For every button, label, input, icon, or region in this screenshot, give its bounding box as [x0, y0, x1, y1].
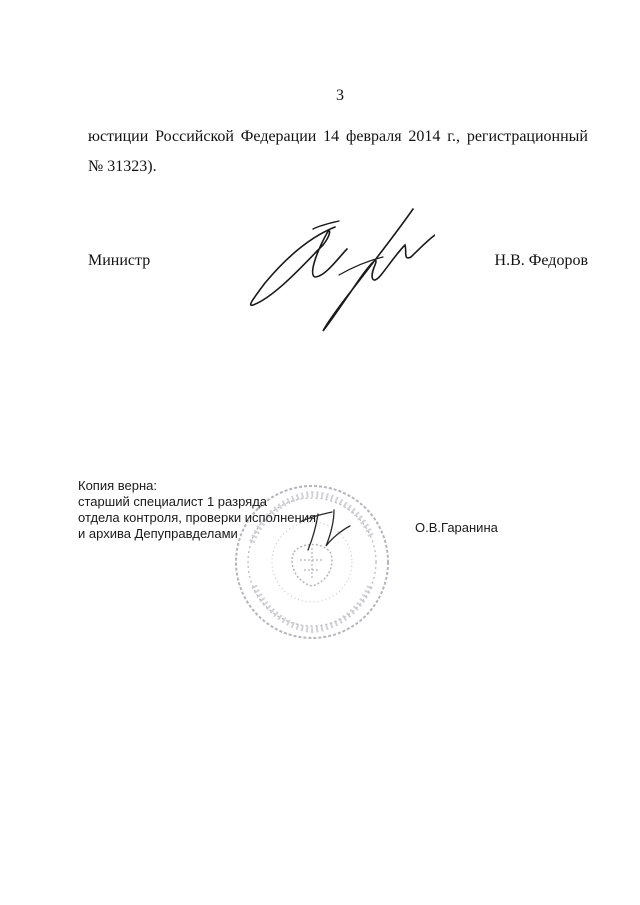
- copy-line-2: старший специалист 1 разряда: [78, 494, 268, 509]
- signatory-title: Министр: [88, 252, 151, 269]
- body-paragraph: [88, 122, 588, 182]
- copy-certification: [78, 478, 316, 542]
- body-line-1: юстиции Российской Федерации 14 февраля 2014 г., регистрационный: [88, 128, 588, 145]
- copy-line-1: Копия верна:: [78, 478, 157, 493]
- body-line-2: № 31323).: [88, 158, 157, 175]
- signatory-name: Н.В. Федоров: [494, 252, 588, 269]
- certifier-name: О.В.Гаранина: [415, 520, 498, 535]
- minister-signature: [235, 205, 435, 340]
- copy-line-4: и архива Депуправделами: [78, 526, 238, 541]
- page-number: 3: [336, 87, 344, 104]
- copy-line-3: отдела контроля, проверки исполнения: [78, 510, 316, 525]
- certifier-signature: [290, 500, 370, 555]
